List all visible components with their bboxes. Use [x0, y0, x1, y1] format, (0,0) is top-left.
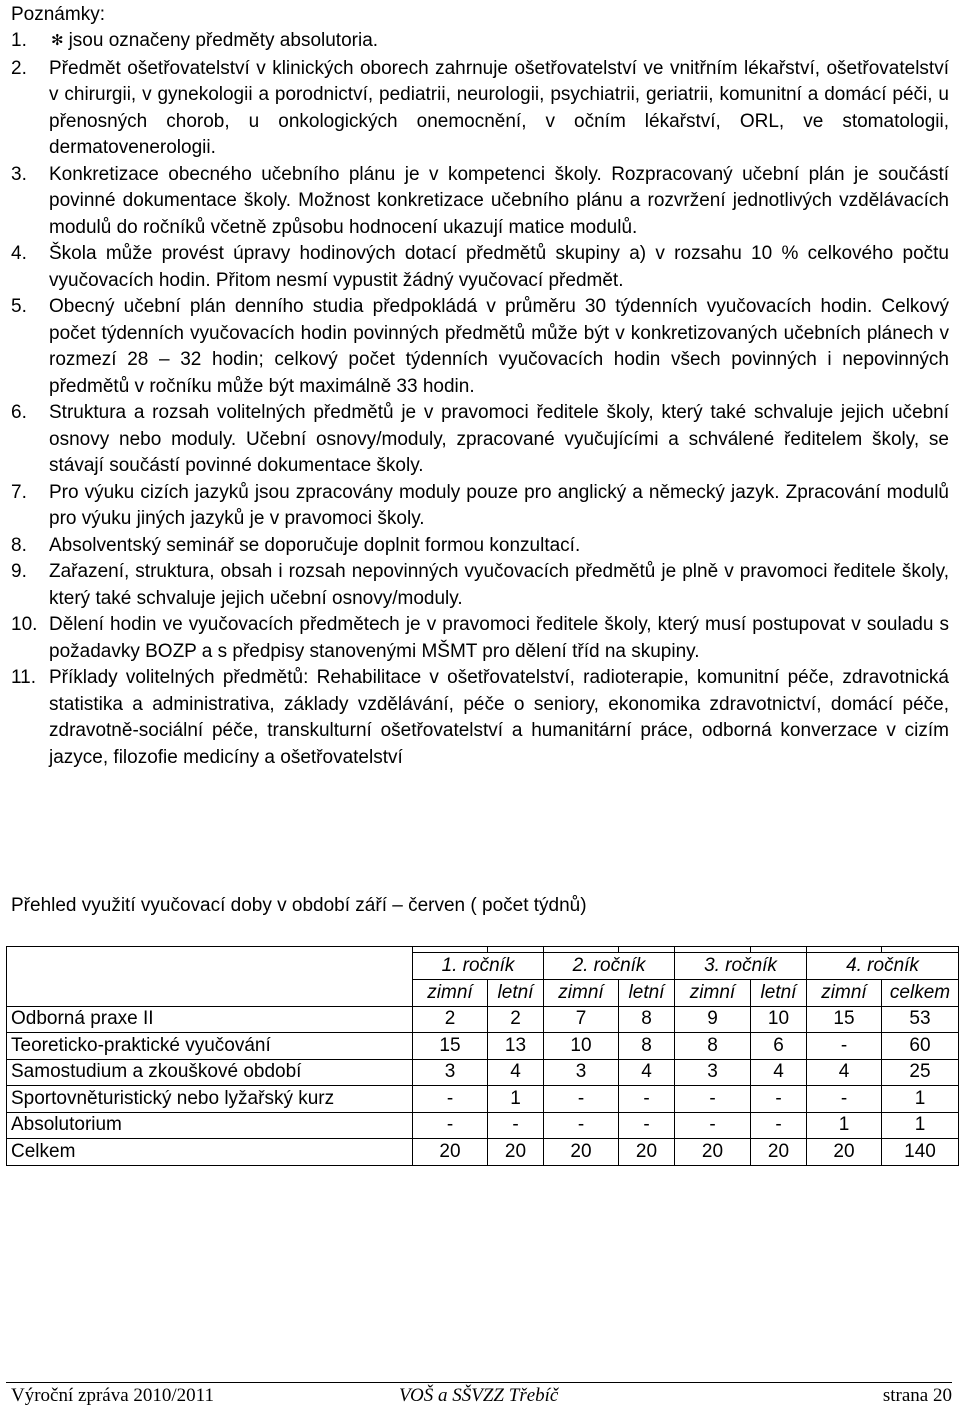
semester-header: zimní	[544, 980, 619, 1007]
row-label: Samostudium a zkouškové období	[7, 1059, 413, 1086]
semester-header: zimní	[413, 980, 488, 1007]
semester-header: celkem	[882, 980, 959, 1007]
table-cell: 10	[751, 1006, 807, 1033]
year-header: 1. ročník	[413, 953, 544, 980]
table-cell: 20	[544, 1139, 619, 1166]
note-number: 4.	[11, 243, 27, 264]
table-cell: 9	[675, 1006, 751, 1033]
table-semester-header-row	[7, 980, 959, 1007]
table-row	[7, 1059, 959, 1086]
table-cell: 1	[882, 1112, 959, 1139]
note-item	[11, 612, 949, 665]
row-label: Odborná praxe II	[7, 1006, 413, 1033]
table-cell: 3	[544, 1059, 619, 1086]
note-text: Absolventský seminář se doporučuje doplnit formou konzultací.	[49, 534, 581, 556]
note-number: 11.	[11, 667, 37, 688]
table-cell: 13	[488, 1033, 544, 1060]
table-cell: 20	[413, 1139, 488, 1166]
table-cell: 15	[807, 1006, 882, 1033]
table-cell: 6	[751, 1033, 807, 1060]
table-cell: 53	[882, 1006, 959, 1033]
table-cell: 20	[488, 1139, 544, 1166]
table-cell: -	[619, 1112, 675, 1139]
table-cell: -	[675, 1086, 751, 1113]
note-item	[11, 294, 949, 400]
table-cell: 25	[882, 1059, 959, 1086]
table-year-header-row	[7, 953, 959, 980]
table-cell: 20	[619, 1139, 675, 1166]
year-header: 3. ročník	[675, 953, 807, 980]
table-cell: -	[413, 1086, 488, 1113]
note-item	[11, 665, 949, 771]
table-cell: 140	[882, 1139, 959, 1166]
semester-header: letní	[619, 980, 675, 1007]
note-text: Konkretizace obecného učebního plánu je v kompetenci školy. Rozpracovaný učební plán je součástí povinné dokumentace školy. Možnost konkretizace učebního plánu a rozvržení jednotlivých vzdělávacích modulů do ročníků včetně způsobu hodnocení ukazují matice modulů.	[49, 163, 949, 238]
table-row	[7, 1112, 959, 1139]
note-number: 8.	[11, 534, 27, 556]
note-item	[11, 28, 949, 56]
table-row	[7, 1086, 959, 1113]
overview-title: Přehled využití vyučovací doby v období září – červen ( počet týdnů)	[11, 895, 587, 916]
table-cell: 20	[675, 1139, 751, 1166]
note-number: 1.	[11, 30, 27, 51]
row-label: Absolutorium	[7, 1112, 413, 1139]
table-cell: -	[751, 1086, 807, 1113]
table-cell: 3	[675, 1059, 751, 1086]
table-cell: 1	[882, 1086, 959, 1113]
table-cell: -	[619, 1086, 675, 1113]
table-cell: 7	[544, 1006, 619, 1033]
note-item	[11, 400, 949, 480]
weeks-table	[6, 946, 959, 1166]
note-item	[11, 241, 949, 294]
table-cell: -	[807, 1086, 882, 1113]
table-cell: -	[488, 1112, 544, 1139]
asterisk-icon: ✻	[51, 32, 64, 49]
notes-list	[11, 28, 949, 771]
note-text: Struktura a rozsah volitelných předmětů je v pravomoci ředitele školy, který také schvaluje jejich učební osnovy nebo moduly. Učební osnovy/moduly, zpracované vyučujícími a schválené ředitelem školy, se stávají součástí povinné dokumentace školy.	[49, 402, 949, 476]
footer-page-number: strana 20	[882, 1385, 952, 1406]
notes-heading: Poznámky:	[11, 4, 105, 25]
table-cell: 10	[544, 1033, 619, 1060]
semester-header: letní	[488, 980, 544, 1007]
page-footer	[6, 1382, 952, 1407]
note-item	[11, 533, 949, 560]
table-cell: 4	[488, 1059, 544, 1086]
note-text: Předmět ošetřovatelství v klinických oborech zahrnuje ošetřovatelství ve vnitřním lékařství, ošetřovatelství v chirurgii, v gynekologii a porodnictví, pediatrii, neurologii, psychiatrii, geriatrii, komunitní a domácí péči, u přenosných chorob, u onkologických onemocnění, v očním lékařství, ORL, ve stomatologii, dermatovenerologii.	[49, 57, 949, 158]
table-cell: 3	[413, 1059, 488, 1086]
table-cell: 2	[413, 1006, 488, 1033]
semester-header: letní	[751, 980, 807, 1007]
table-cell: 2	[488, 1006, 544, 1033]
note-item	[11, 559, 949, 612]
table-cell: -	[544, 1112, 619, 1139]
table-cell: -	[544, 1086, 619, 1113]
note-text: Příklady volitelných předmětů: Rehabilitace v ošetřovatelství, radioterapie, komunitní péče, zdravotnická statistika a administrativa, základy vzdělávání, péče o seniory, ekonomika zdravotnictví, domácí péče, zdravotně-sociální péče, transkulturní ošetřovatelství a humanitární práce, odborná konverzace v cizím jazyce, filozofie medicíny a ošetřovatelství	[49, 667, 949, 768]
table-cell: -	[751, 1112, 807, 1139]
note-number: 9.	[11, 561, 27, 582]
semester-header: zimní	[675, 980, 751, 1007]
year-header: 2. ročník	[544, 953, 675, 980]
table-cell: 1	[488, 1086, 544, 1113]
table-cell: 4	[807, 1059, 882, 1086]
table-row	[7, 1033, 959, 1060]
table-cell: 4	[751, 1059, 807, 1086]
table-cell: 8	[619, 1006, 675, 1033]
row-label: Sportovněturistický nebo lyžařský kurz	[7, 1086, 413, 1113]
table-cell: 60	[882, 1033, 959, 1060]
table-cell: 8	[619, 1033, 675, 1060]
table-cell: 4	[619, 1059, 675, 1086]
note-item	[11, 56, 949, 162]
note-text: Škola může provést úpravy hodinových dotací předmětů skupiny a) v rozsahu 10 % celkového počtu vyučovacích hodin. Přitom nesmí vypustit žádný vyučovací předmět.	[49, 243, 949, 291]
note-number: 7.	[11, 481, 27, 503]
note-number: 2.	[11, 57, 27, 79]
table-cell: 1	[807, 1112, 882, 1139]
note-number: 10.	[11, 614, 38, 635]
semester-header: zimní	[807, 980, 882, 1007]
table-cell: 8	[675, 1033, 751, 1060]
note-number: 6.	[11, 402, 27, 423]
footer-report-title: Výroční zpráva 2010/2011	[11, 1385, 214, 1406]
table-total-row	[7, 1139, 959, 1166]
note-item	[11, 162, 949, 242]
table-cell: 15	[413, 1033, 488, 1060]
table-cell: -	[413, 1112, 488, 1139]
note-text: Pro výuku cizích jazyků jsou zpracovány moduly pouze pro anglický a německý jazyk. Zpracování modulů pro výuku jiných jazyků je v pravomoci školy.	[49, 481, 949, 529]
table-cell: 20	[751, 1139, 807, 1166]
note-text: jsou označeny předměty absolutoria.	[68, 30, 379, 51]
table-cell: 20	[807, 1139, 882, 1166]
note-text: Dělení hodin ve vyučovacích předmětech je v pravomoci ředitele školy, který musí postupovat v souladu s požadavky BOZP a s předpisy stanovenými MŠMT pro dělení tříd na skupiny.	[49, 614, 949, 662]
row-label: Teoreticko-praktické vyučování	[7, 1033, 413, 1060]
table-cell: -	[807, 1033, 882, 1060]
footer-school-name: VOŠ a SŠVZZ Třebíč	[399, 1385, 559, 1406]
note-number: 5.	[11, 296, 27, 317]
row-label: Celkem	[7, 1139, 413, 1166]
table-row	[7, 1006, 959, 1033]
table-cell: -	[675, 1112, 751, 1139]
note-text: Obecný učební plán denního studia předpokládá v průměru 30 týdenních vyučovacích hodin. Celkový počet týdenních vyučovacích hodin povinných předmětů může být v konkretizovaných učebních plánech v rozmezí 28 – 32 hodin; celkový počet týdenních vyučovacích hodin všech povinných i nepovinných předmětů v ročníku může být maximálně 33 hodin.	[49, 296, 949, 397]
note-text: Zařazení, struktura, obsah i rozsah nepovinných vyučovacích předmětů je plně v pravomoci ředitele školy, který také schvaluje jejich učební osnovy/moduly.	[49, 561, 949, 609]
note-item	[11, 480, 949, 533]
note-number: 3.	[11, 163, 27, 185]
year-header: 4. ročník	[807, 953, 959, 980]
